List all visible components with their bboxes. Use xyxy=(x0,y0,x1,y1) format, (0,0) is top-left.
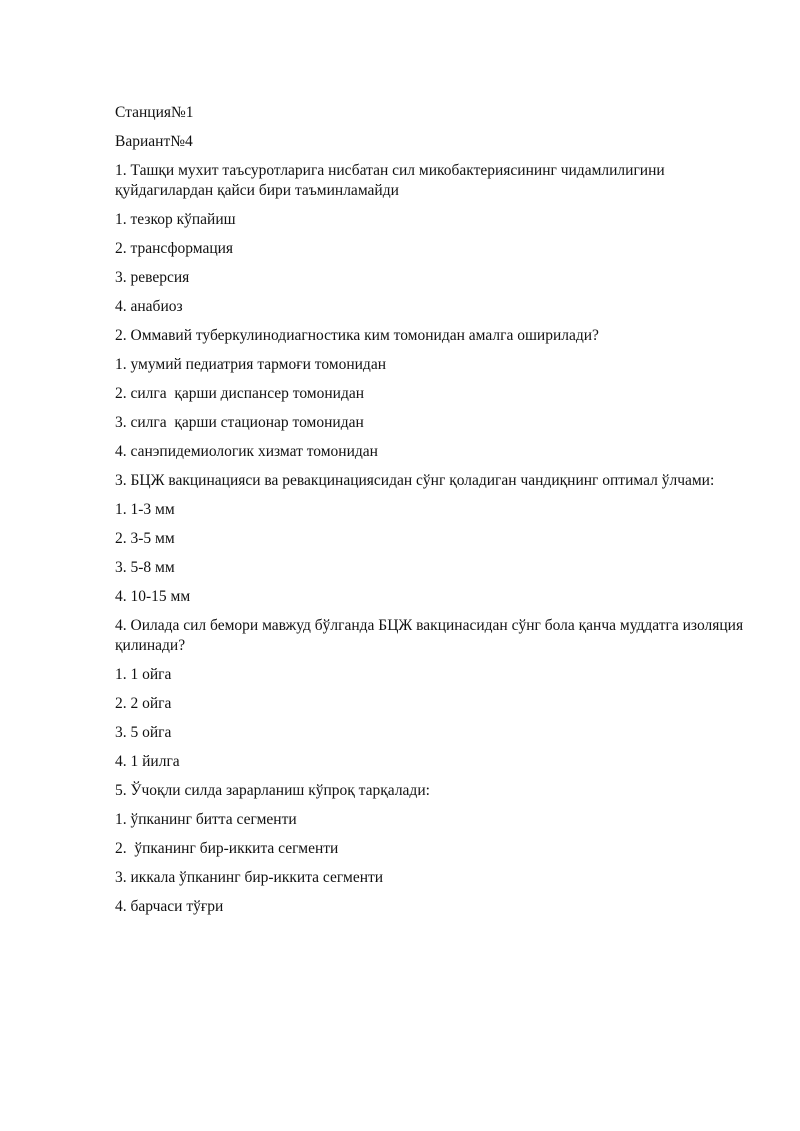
answer-option: 1. умумий педиатрия тармоғи томонидан xyxy=(115,356,386,373)
variant-label: Вариант№4 xyxy=(115,133,193,150)
answer-option: 3. реверсия xyxy=(115,269,190,286)
answer-option: 4. 10-15 мм xyxy=(115,588,191,605)
document-page xyxy=(115,103,755,926)
question-block-4 xyxy=(115,616,755,772)
answer-option: 1. 1-3 мм xyxy=(115,501,175,518)
question-block-5 xyxy=(115,781,755,917)
answer-option: 3. иккала ўпканинг бир-иккита сегменти xyxy=(115,869,384,886)
question-text: 1. Ташқи мухит таъсуротларига нисбатан сил микобактериясининг чидамлилигини қуйдагилардан қайси бири таъминламайди xyxy=(115,162,665,199)
question-text: 2. Оммавий туберкулинодиагностика ким томонидан амалга оширилади? xyxy=(115,327,599,344)
answer-option: 3. 5-8 мм xyxy=(115,559,175,576)
answer-option: 4. санэпидемиологик хизмат томонидан xyxy=(115,443,378,460)
answer-option: 4. барчаси тўғри xyxy=(115,898,224,915)
answer-option: 1. 1 ойга xyxy=(115,666,172,683)
answer-option: 3. 5 ойга xyxy=(115,724,172,741)
answer-option: 2. трансформация xyxy=(115,240,234,257)
question-block-2 xyxy=(115,326,755,462)
answer-option: 2. 3-5 мм xyxy=(115,530,175,547)
question-text: 4. Оилада сил бемори мавжуд бўлганда БЦЖ вакцинасидан сўнг бола қанча муддатга изоляция қилинади? xyxy=(115,617,744,654)
answer-option: 1. ўпканинг битта сегменти xyxy=(115,811,297,828)
answer-option: 2. 2 ойга xyxy=(115,695,172,712)
question-text: 5. Ўчоқли силда зарарланиш кўпроқ тарқалади: xyxy=(115,782,430,799)
answer-option: 4. анабиоз xyxy=(115,298,183,315)
question-block-1 xyxy=(115,161,755,317)
answer-option: 1. тезкор кўпайиш xyxy=(115,211,236,228)
answer-option: 2. ўпканинг бир-иккита сегменти xyxy=(115,840,339,857)
question-text: 3. БЦЖ вакцинацияси ва ревакцинациясидан сўнг қоладиган чандиқнинг оптимал ўлчами: xyxy=(115,472,715,489)
station-label: Станция№1 xyxy=(115,104,194,121)
question-block-3 xyxy=(115,471,755,607)
answer-option: 2. силга қарши диспансер томонидан xyxy=(115,385,364,402)
answer-option: 4. 1 йилга xyxy=(115,753,180,770)
answer-option: 3. силга қарши стационар томонидан xyxy=(115,414,364,431)
